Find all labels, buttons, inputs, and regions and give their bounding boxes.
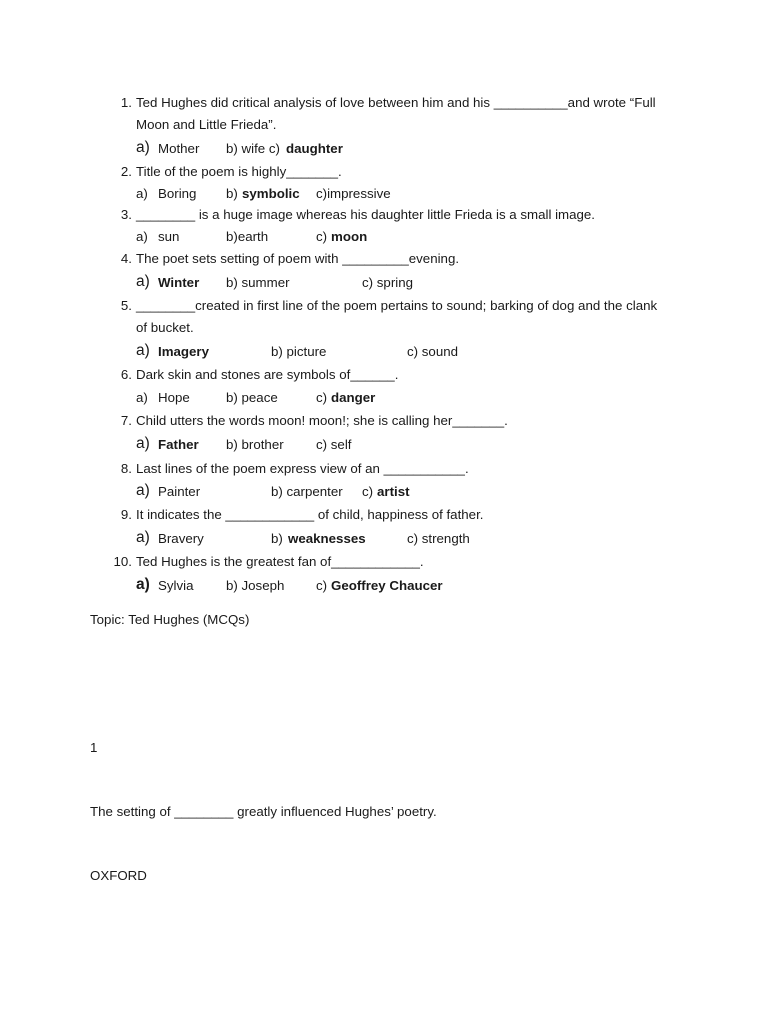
question-text: ________ is a huge image whereas his daughter little Frieda is a small image. bbox=[136, 207, 596, 222]
question-number: 1. bbox=[120, 95, 132, 110]
option-c-correct: danger bbox=[331, 390, 376, 405]
option-b: b) brother bbox=[226, 437, 284, 452]
question-text: It indicates the ____________ of child, happiness of father. bbox=[136, 507, 484, 522]
option-letter: a) bbox=[136, 139, 150, 156]
option-a: Bravery bbox=[158, 531, 204, 546]
publisher-label: OXFORD bbox=[90, 868, 147, 883]
option-a: Mother bbox=[158, 141, 200, 156]
topic-heading: Topic: Ted Hughes (MCQs) bbox=[90, 612, 250, 627]
question-text: The poet sets setting of poem with _________evening. bbox=[136, 251, 460, 266]
options-row bbox=[136, 578, 696, 598]
option-c-correct: Geoffrey Chaucer bbox=[331, 578, 443, 593]
question-text: Dark skin and stones are symbols of______. bbox=[136, 367, 399, 382]
option-letter: a) bbox=[136, 342, 150, 359]
option-c-prefix: c) bbox=[316, 229, 328, 244]
option-b: b) wife c) bbox=[226, 141, 280, 156]
question-number: 5. bbox=[120, 298, 132, 313]
option-letter: a) bbox=[136, 576, 150, 593]
question-number: 8. bbox=[120, 461, 132, 476]
option-a: Painter bbox=[158, 484, 201, 499]
options-row bbox=[136, 186, 696, 206]
option-c: c) self bbox=[316, 437, 352, 452]
options-row bbox=[136, 484, 696, 504]
options-row bbox=[136, 390, 696, 410]
option-c-prefix: c) bbox=[316, 578, 328, 593]
options-row bbox=[136, 531, 696, 551]
question-number: 9. bbox=[120, 507, 132, 522]
option-a-correct: Father bbox=[158, 437, 199, 452]
option-a-correct: Imagery bbox=[158, 344, 209, 359]
question-number: 7. bbox=[120, 413, 132, 428]
option-b-correct: weaknesses bbox=[288, 531, 366, 546]
question-text: ________created in first line of the poem pertains to sound; barking of dog and the clank bbox=[136, 298, 658, 313]
question-number: 2. bbox=[120, 164, 132, 179]
option-c-correct: artist bbox=[377, 484, 410, 499]
options-row bbox=[136, 437, 696, 457]
question-text: Ted Hughes is the greatest fan of____________. bbox=[136, 554, 424, 569]
question-text-continued: of bucket. bbox=[136, 320, 194, 335]
question-text: Child utters the words moon! moon!; she is calling her_______. bbox=[136, 413, 508, 428]
options-row bbox=[136, 141, 696, 161]
question-number: 3. bbox=[120, 207, 132, 222]
option-a-correct: Winter bbox=[158, 275, 200, 290]
option-c-prefix: c) bbox=[362, 484, 374, 499]
option-b: b)earth bbox=[226, 229, 269, 244]
option-b: b) summer bbox=[226, 275, 290, 290]
page-number: 1 bbox=[90, 740, 98, 755]
option-a: sun bbox=[158, 229, 180, 244]
option-c: c)impressive bbox=[316, 186, 391, 201]
option-letter: a) bbox=[136, 186, 148, 201]
option-letter: a) bbox=[136, 529, 150, 546]
option-letter: a) bbox=[136, 229, 148, 244]
option-c: c) spring bbox=[362, 275, 413, 290]
question-number: 6. bbox=[120, 367, 132, 382]
option-b-correct: symbolic bbox=[242, 186, 300, 201]
option-letter: a) bbox=[136, 435, 150, 452]
question-text: Last lines of the poem express view of an ___________. bbox=[136, 461, 469, 476]
option-c: c) strength bbox=[407, 531, 470, 546]
option-b: b) carpenter bbox=[271, 484, 343, 499]
options-row bbox=[136, 275, 696, 295]
option-c-correct: moon bbox=[331, 229, 368, 244]
option-b-prefix: b) bbox=[271, 531, 283, 546]
question-text-continued: Moon and Little Frieda”. bbox=[136, 117, 277, 132]
option-b: b) peace bbox=[226, 390, 278, 405]
option-a: Sylvia bbox=[158, 578, 194, 593]
option-c-prefix: c) bbox=[316, 390, 328, 405]
option-c-correct: daughter bbox=[286, 141, 343, 156]
options-row bbox=[136, 344, 696, 364]
option-b: b) Joseph bbox=[226, 578, 285, 593]
question-text: Title of the poem is highly_______. bbox=[136, 164, 342, 179]
option-a: Hope bbox=[158, 390, 190, 405]
question-text: Ted Hughes did critical analysis of love between him and his __________and wrote “Full bbox=[136, 95, 656, 110]
options-row bbox=[136, 229, 696, 249]
question-number: 10. bbox=[113, 554, 132, 569]
option-letter: a) bbox=[136, 390, 148, 405]
option-b-prefix: b) bbox=[226, 186, 238, 201]
option-b: b) picture bbox=[271, 344, 327, 359]
option-a: Boring bbox=[158, 186, 197, 201]
option-letter: a) bbox=[136, 273, 150, 290]
fill-in-sentence: The setting of ________ greatly influenced Hughes’ poetry. bbox=[90, 804, 437, 819]
question-number: 4. bbox=[120, 251, 132, 266]
option-c: c) sound bbox=[407, 344, 458, 359]
option-letter: a) bbox=[136, 482, 150, 499]
